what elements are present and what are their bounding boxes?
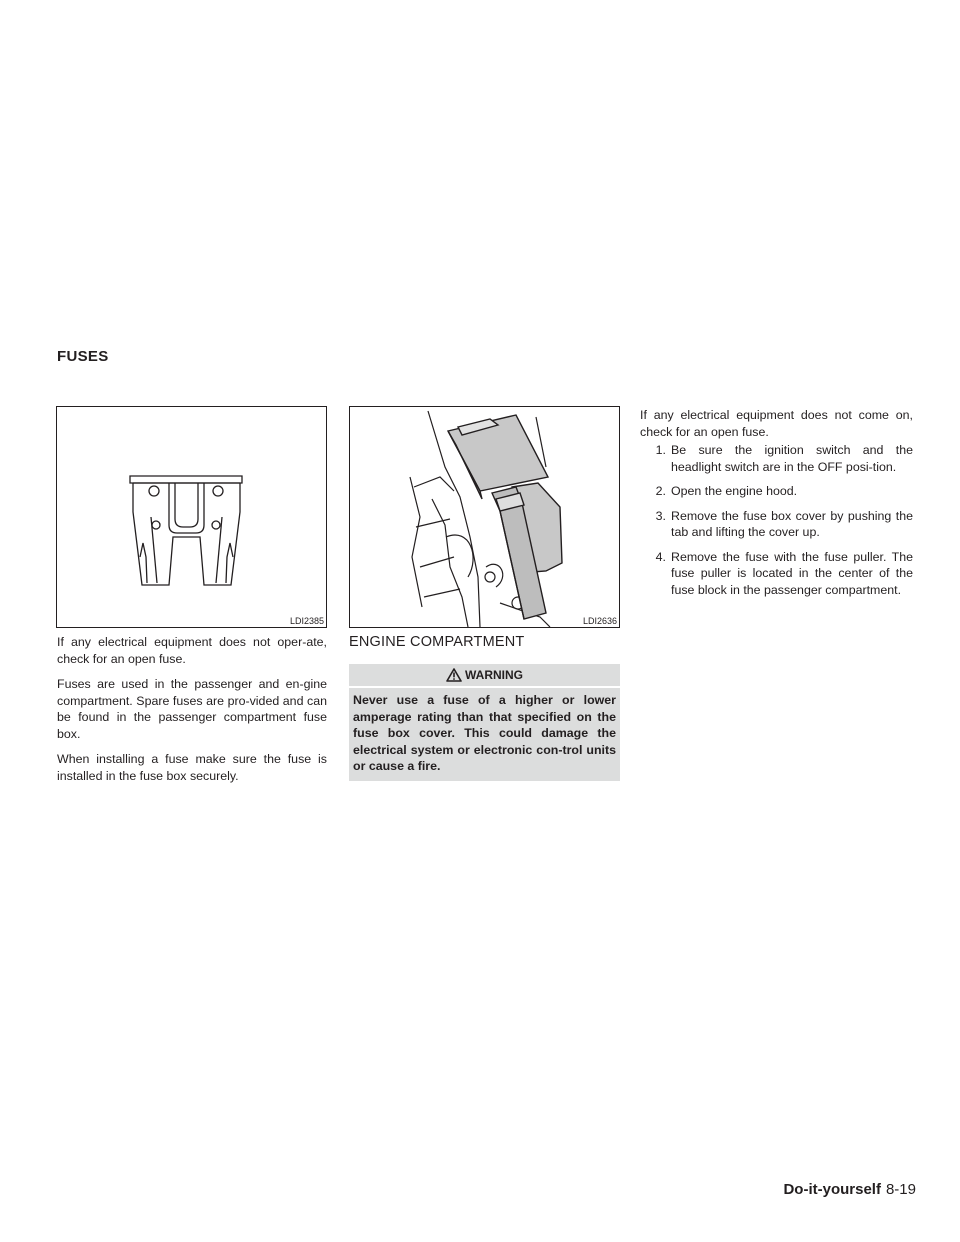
warning-text: Never use a fuse of a higher or lower amperage rating than that specified on the fuse box cover. This could damage the electrical system or electronic con-trol units or cause a fire. <box>353 693 616 773</box>
engine-fuse-box-illustration <box>350 407 619 627</box>
chapter-name: Do-it-yourself <box>783 1181 881 1198</box>
step-number: 4. <box>655 549 666 564</box>
warning-header <box>349 664 620 688</box>
step-text: Remove the fuse with the fuse puller. The fuse puller is located in the center of the fuse block in the passenger compartment. <box>671 549 913 597</box>
procedure-steps <box>640 442 913 598</box>
warning-triangle-icon <box>446 668 462 682</box>
step-number: 2. <box>655 484 666 498</box>
list-item <box>640 483 913 500</box>
page-number: 8-19 <box>885 1181 916 1198</box>
paragraph: If any electrical equipment does not oper-ate, check for an open fuse. <box>57 635 327 666</box>
warning-label: WARNING <box>465 668 523 682</box>
warning-box <box>349 664 620 781</box>
fuse-figure <box>56 406 327 628</box>
step-text: Be sure the ignition switch and the headlight switch are in the OFF posi-tion. <box>671 443 913 474</box>
page-footer <box>783 1181 916 1198</box>
blade-fuse-illustration <box>57 407 326 627</box>
engine-fuse-box-figure <box>349 406 620 628</box>
paragraph: Fuses are used in the passenger and en-gine compartment. Spare fuses are pro-vided and can be found in the passenger compartment fuse box. <box>57 677 327 741</box>
figure-code: LDI2636 <box>582 616 617 626</box>
section-title: FUSES <box>57 348 109 365</box>
list-item <box>640 442 913 475</box>
step-number: 1. <box>655 443 666 457</box>
step-text: Open the engine hood. <box>671 484 798 498</box>
list-item <box>640 549 913 599</box>
list-item <box>640 508 913 541</box>
step-text: Remove the fuse box cover by pushing the tab and lifting the cover up. <box>671 508 913 539</box>
paragraph: When installing a fuse make sure the fuse is installed in the fuse box securely. <box>57 752 327 783</box>
engine-compartment-heading: ENGINE COMPARTMENT <box>349 634 525 650</box>
figure-code: LDI2385 <box>289 616 324 626</box>
procedure-intro: If any electrical equipment does not come on, check for an open fuse. <box>640 408 913 439</box>
procedure-text <box>640 407 913 606</box>
step-number: 3. <box>655 508 666 523</box>
intro-text <box>57 634 327 793</box>
